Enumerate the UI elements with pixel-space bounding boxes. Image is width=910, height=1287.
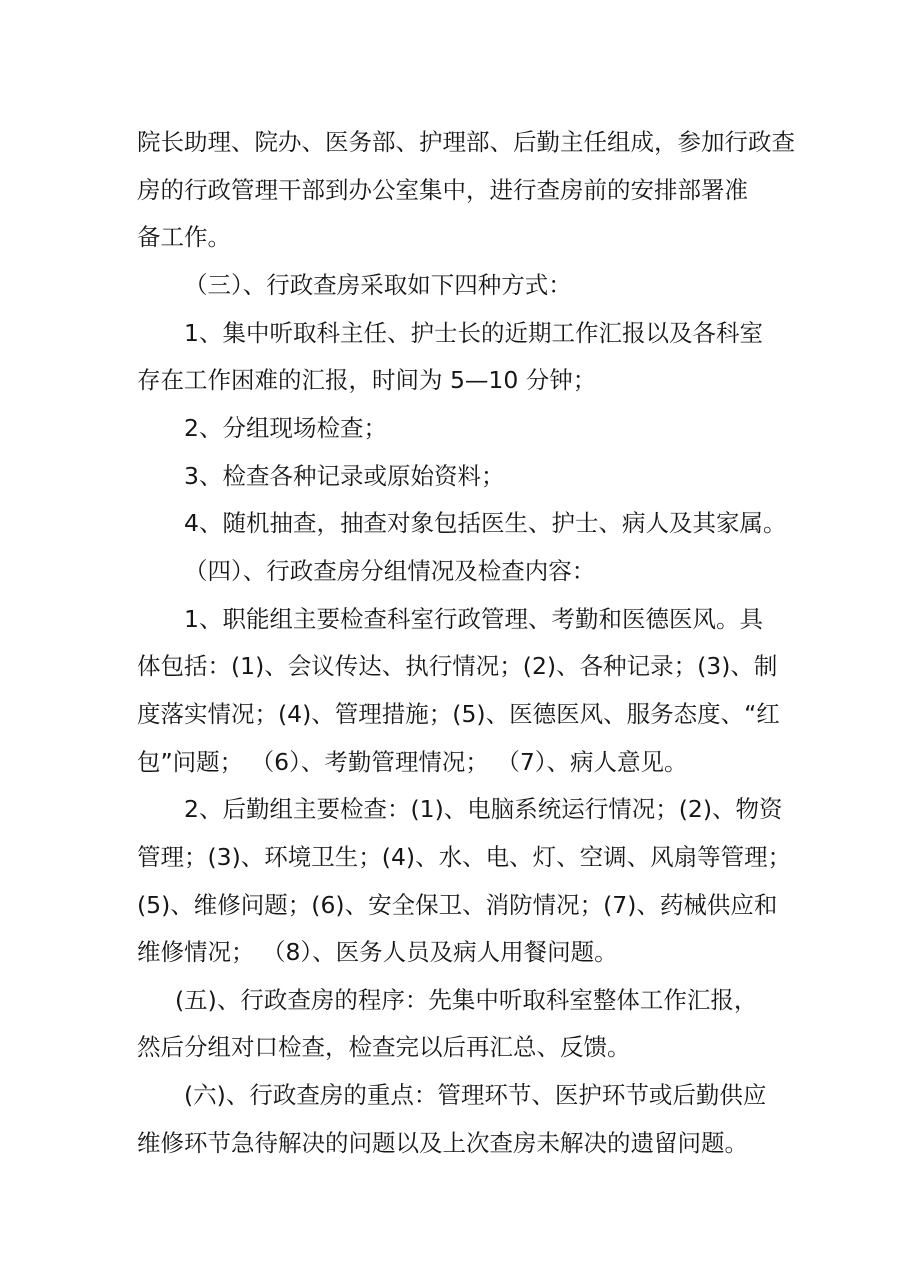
text-line: 备工作。 [137, 223, 231, 252]
text-line: 体包括：(1)、会议传达、执行情况；(2)、各种记录；(3)、制 [137, 652, 778, 681]
paragraph [137, 596, 787, 787]
text-line: 包”问题； （6）、考勤管理情况； （7）、病人意见。 [137, 747, 688, 776]
text-line: 维修环节急待解决的问题以及上次查房未解决的遗留问题。 [137, 1128, 748, 1157]
text-line: 院长助理、院办、医务部、护理部、后勤主任组成，参加行政查 [137, 128, 795, 156]
section-heading-3 [137, 262, 787, 310]
text-line: 1、集中听取科主任、护士长的近期工作汇报以及各科室 [184, 318, 763, 347]
text-line: 3、检查各种记录或原始资料； [184, 461, 505, 490]
paragraph [137, 119, 795, 262]
text-line: (六)、行政查房的重点：管理环节、医护环节或后勤供应 [184, 1081, 767, 1110]
text-line: 管理；(3)、环境卫生；(4)、水、电、灯、空调、风扇等管理； [137, 842, 792, 871]
text-line: 2、分组现场检查； [184, 413, 387, 442]
text-line: (5)、维修问题；(6)、安全保卫、消防情况；(7)、药械供应和 [137, 890, 778, 919]
paragraph [137, 500, 787, 548]
text-line: 然后分组对口检查，检查完以后再汇总、反馈。 [137, 1033, 631, 1062]
text-line: （三）、行政查房采取如下四种方式： [184, 270, 572, 299]
text-line: 存在工作困难的汇报，时间为 5—10 分钟； [137, 366, 597, 395]
paragraph [137, 405, 787, 453]
text-line: 度落实情况；(4)、管理措施；(5)、医德医风、服务态度、“红 [137, 699, 780, 728]
document-body [137, 119, 795, 1167]
paragraph [137, 786, 792, 977]
text-line: 房的行政管理干部到办公室集中，进行查房前的安排部署准 [137, 175, 748, 204]
text-line: 2、后勤组主要检查：(1)、电脑系统运行情况；(2)、物资 [184, 795, 783, 824]
text-line: (五)、行政查房的程序：先集中听取科室整体工作汇报， [175, 985, 758, 1014]
paragraph [137, 310, 787, 405]
paragraph [137, 977, 787, 1072]
paragraph [137, 1072, 787, 1167]
paragraph [137, 453, 787, 501]
section-heading-4 [137, 548, 787, 596]
text-line: （四）、行政查房分组情况及检查内容： [184, 556, 596, 585]
text-line: 4、随机抽查，抽查对象包括医生、护士、病人及其家属。 [184, 509, 787, 538]
text-line: 1、职能组主要检查科室行政管理、考勤和医德医风。具 [184, 604, 763, 633]
text-line: 维修情况； （8）、医务人员及病人用餐问题。 [137, 938, 618, 967]
